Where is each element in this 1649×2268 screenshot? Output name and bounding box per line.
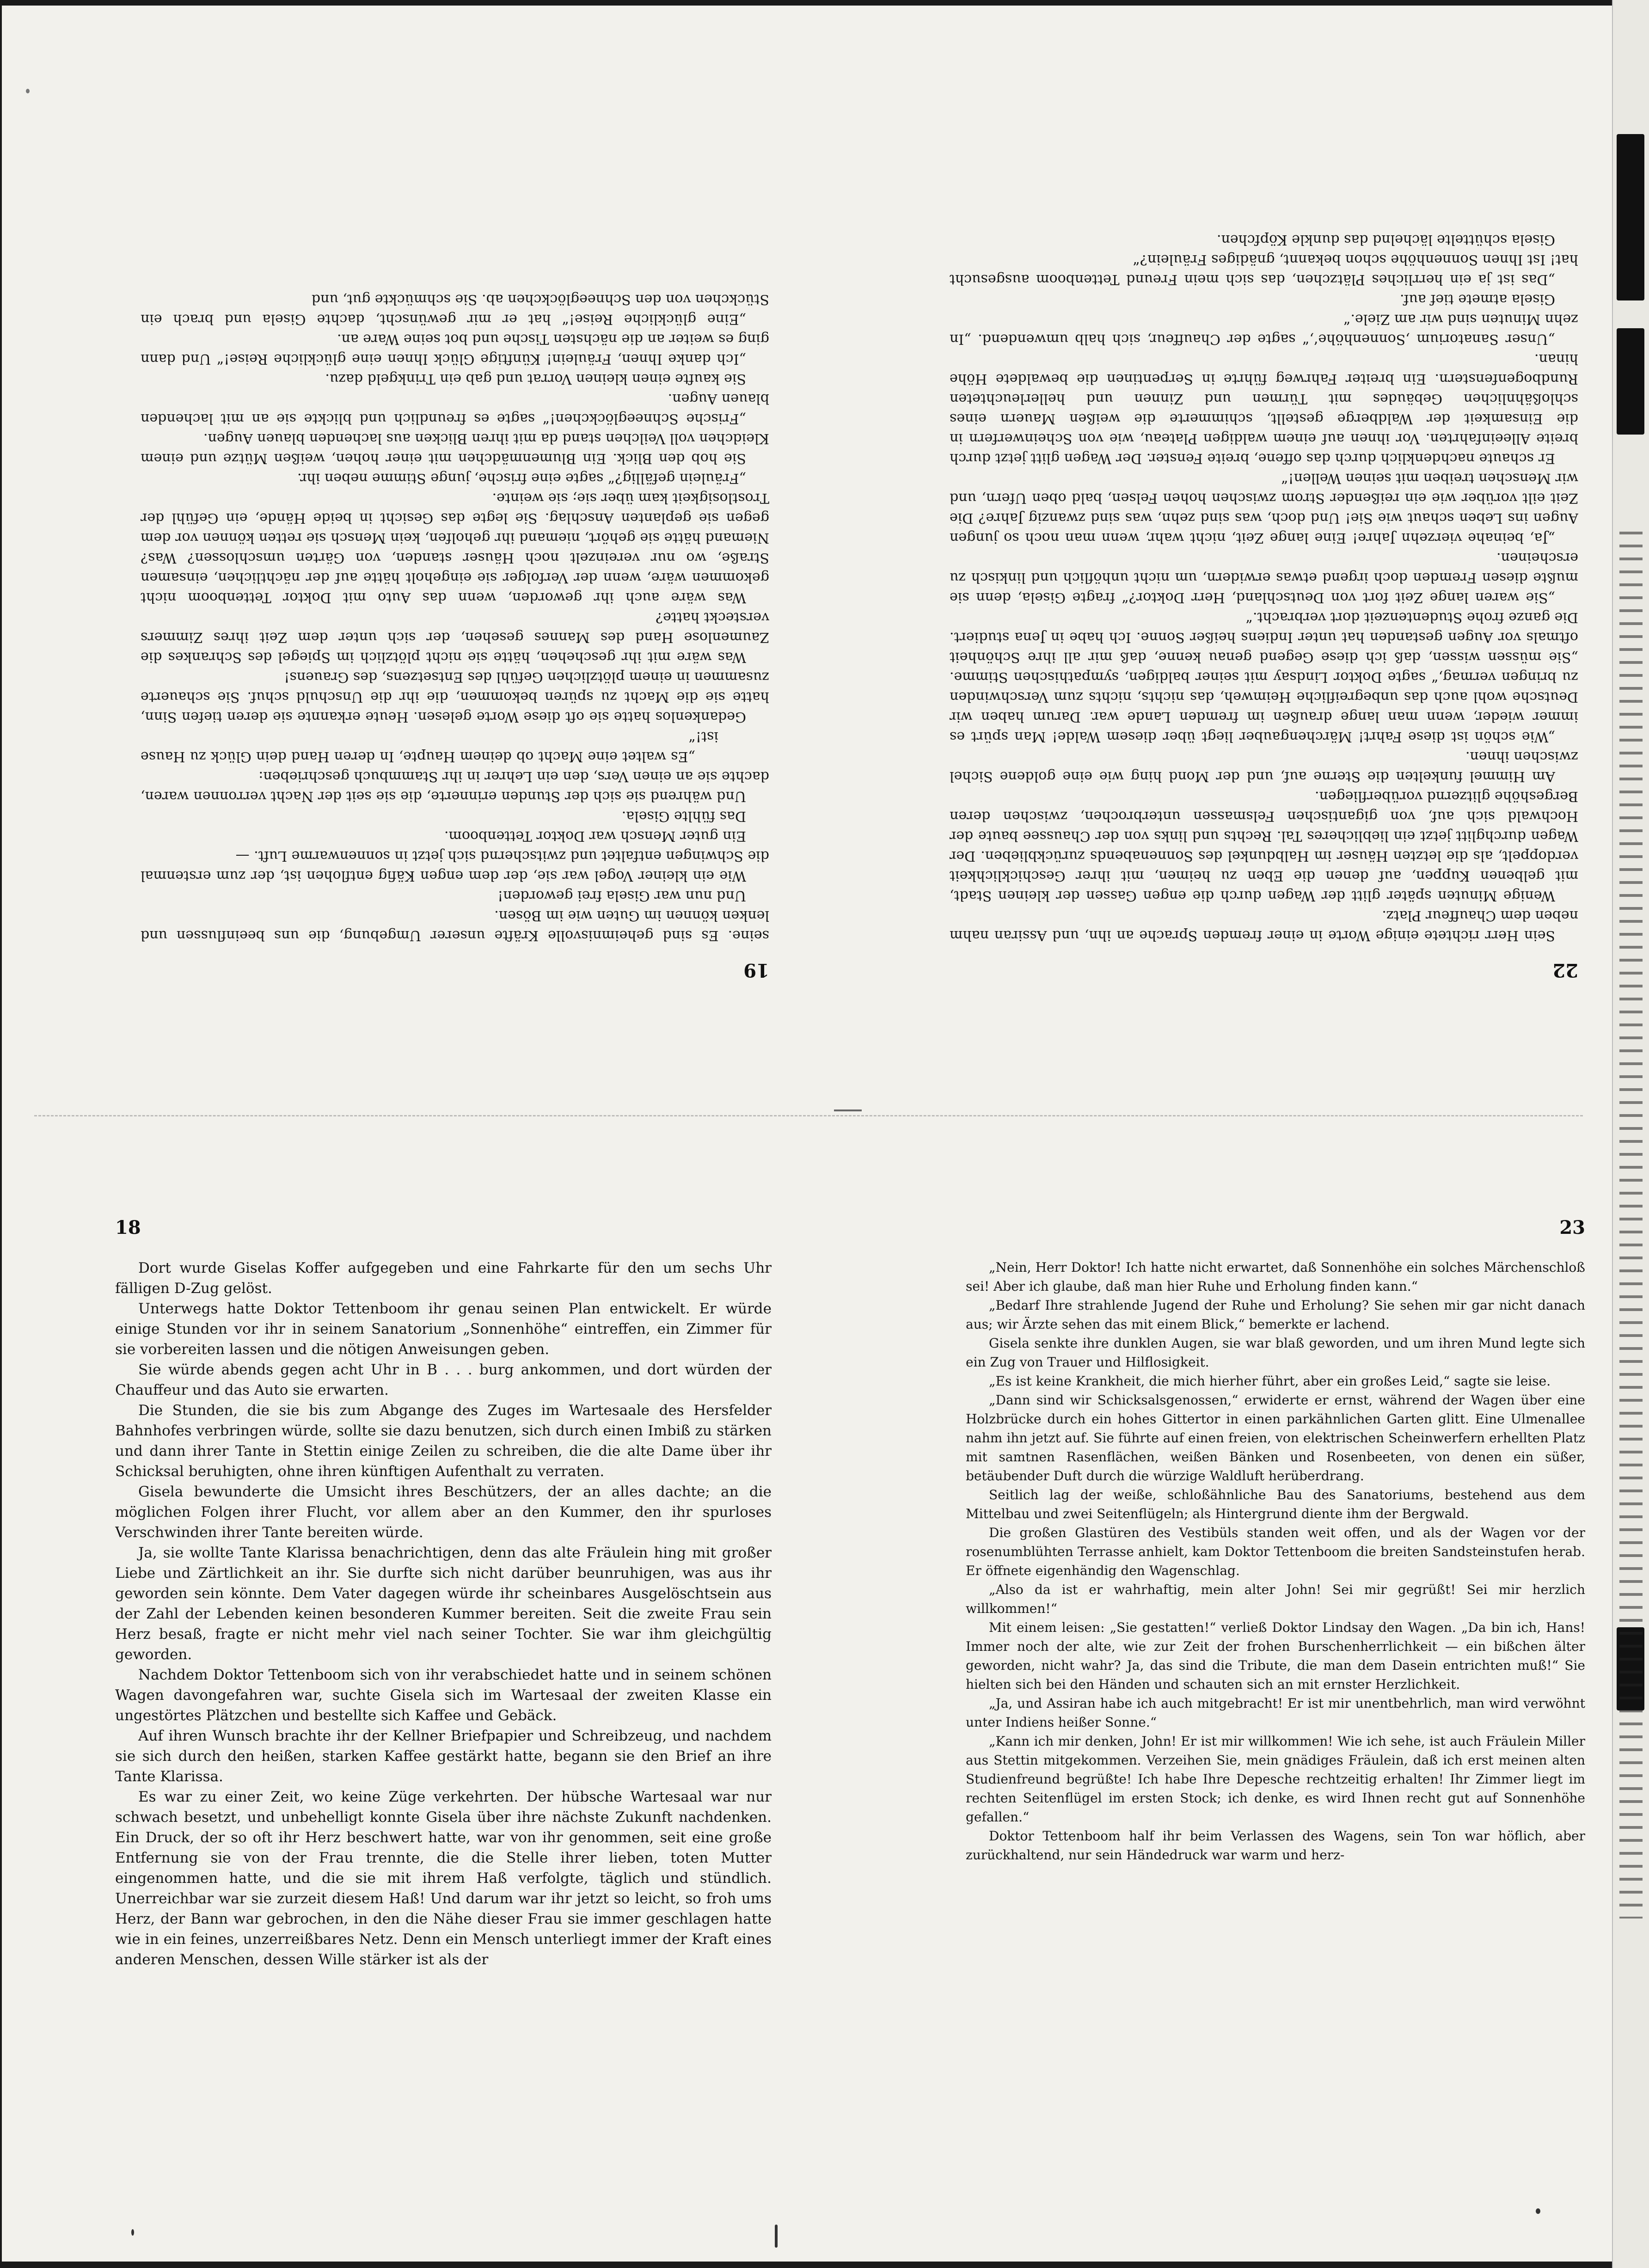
paragraph: Was wäre mit ihr geschehen, hätte sie nicht plötzlich im Spiegel des Schrankes die Zaumenlose Hand des Mannes gesehen, der sich unter dem Zeit ihres Zimmers versteckt hatte?: [141, 609, 769, 665]
page-number: 19: [743, 959, 769, 981]
verse: „Es waltet eine Macht ob deinem Haupte, In deren Hand dein Glück zu Hause ist!“: [141, 729, 718, 765]
paragraph: Gedankenlos hatte sie oft diese Worte gelesen. Heute erkannte sie deren tiefen Sinn, hatte sie die Macht zu spüren bekommen, die ihr die Unschuld schuf. Sie schauerte zusammen in einem plötzlichen Gefühl des Entsetzens, des Grauens!: [141, 669, 769, 725]
gutter-mark: [834, 1109, 862, 1111]
page-text: [115, 1258, 772, 1970]
paragraph: „Es ist keine Krankheit, die mich hierher führt, aber ein großes Leid,“ sagte sie leise.: [989, 1373, 1551, 1389]
paragraph: „Unser Sanatorium ‚Sonnenhöhe‘,“ sagte der Chauffeur, sich halb umwendend. „In zehn Minuten sind wir am Ziele.“: [950, 311, 1578, 347]
paragraph: Am Himmel funkelten die Sterne auf, und der Mond hing wie eine goldene Sichel zwischen ihnen.: [950, 748, 1578, 785]
paragraph: Was wäre auch ihr geworden, wenn das Auto mit Doktor Tettenboom nicht gekommen wäre, wenn der Verfolger sie eingeholt hätte auf der nächtlichen, einsamen Straße, wo nur vereinzelt noch Häuser standen, von Gärten umschlossen? Was? Niemand hätte sie gehört, niemand ihr geholfen, kein Mensch sie retten können vor dem gegen sie geplanten Anschlag. Sie legte das Gesicht in beide Hände, ein Gefühl der Trostlosigkeit kam über sie; sie weinte.: [141, 490, 769, 606]
paragraph: „Dann sind wir Schicksalsgenossen,“ erwiderte er ernst, während der Wagen über eine Holzbrücke durch ein hohes Gittertor in einen parkähnlichen Garten glitt. Eine Ulmenallee nahm ihn jetzt auf. Sie führte auf einen freien, von elektrischen Scheinwerfern erhellten Platz mit samtnen Rasenflächen, weißen Bänken und Rosenbeeten, von denen ein süßer, betäubender Duft durch die würzige Waldluft herüberdrang.: [966, 1392, 1585, 1483]
paragraph: Es war zu einer Zeit, wo keine Züge verkehrten. Der hübsche Wartesaal war nur schwach besetzt, und unbehelligt konnte Gisela über ihre nächste Zukunft nachdenken. Ein Druck, der so oft ihr Herz beschwert hatte, war von ihr genommen, seit eine große Entfernung sie von der Frau trennte, die die Stelle ihrer lieben, toten Mutter eingenommen hatte, und die sie mit ihrem Haß verfolgte, täglich und stündlich. Unerreichbar war sie zurzeit diesem Haß! Und darum war ihr jetzt so leicht, so froh ums Herz, der Bann war gebrochen, in den die Nähe dieser Frau sie immer geschlagen hatte wie in ein feines, unzerreißbares Netz. Denn ein Mensch unterliegt immer der Kraft eines anderen Menschen, dessen Wille stärker ist als der: [115, 1789, 772, 1968]
paragraph: Unterwegs hatte Doktor Tettenboom ihr genau seinen Plan entwickelt. Er würde einige Stunden vor ihr in seinem Sanatorium „Sonnenhöhe“ eintreffen, ein Zimmer für sie vorbereiten lassen und die nötigen Anweisungen geben.: [115, 1300, 772, 1358]
paragraph: Doktor Tettenboom half ihr beim Verlassen des Wagens, sein Ton war höflich, aber zurückhaltend, nur sein Händedruck war warm und herz-: [966, 1828, 1585, 1863]
page-number: 22: [1552, 959, 1578, 981]
paragraph: Dort wurde Giselas Koffer aufgegeben und eine Fahrkarte für den um sechs Uhr fälligen D-Zug gelöst.: [115, 1260, 772, 1297]
page-23: [966, 1217, 1585, 2123]
edge-block: [1617, 328, 1644, 435]
paragraph: „Ja, beinahe vierzehn Jahre! Eine lange Zeit, nicht wahr, wenn man noch so jungen Augen ins Leben schaut wie Sie! Und doch, was sind zehn, was sind zwanzig Jahre? Die Zeit eilt vorüber wie ein reißender Strom zwischen hohen Felsen, bald oben Ufern, und wir Menschen treiben mit seinen Wellen!“: [950, 470, 1578, 546]
page-22: [950, 140, 1578, 981]
page-19: [141, 140, 769, 981]
paragraph: Sein Herr richtete einige Worte in einer fremden Sprache an ihn, und Assiran nahm neben dem Chauffeur Platz.: [950, 907, 1578, 944]
paragraph: Sie kaufte einen kleinen Vorrat und gab ein Trinkgeld dazu.: [325, 371, 746, 387]
page-18: [115, 1217, 772, 2123]
paragraph: „Nein, Herr Doktor! Ich hatte nicht erwartet, daß Sonnenhöhe ein solches Märchenschloß sei! Aber ich glaube, daß man hier Ruhe und Erholung finden kann.“: [966, 1260, 1585, 1294]
paragraph: Seitlich lag der weiße, schloßähnliche Bau des Sanatoriums, bestehend aus dem Mittelbau und zwei Seitenflügeln; als Hintergrund diente ihm der Bergwald.: [966, 1487, 1585, 1521]
paragraph: „Sie waren lange Zeit fort von Deutschland, Herr Doktor?“ fragte Gisela, denn sie mußte diesen Fremden doch irgend etwas erwidern, um nicht unhöflich und linkisch zu erscheinen.: [950, 550, 1578, 606]
edge-text-lines: [1619, 532, 1643, 1919]
scan-speck: [775, 2225, 778, 2248]
paragraph: Die großen Glastüren des Vestibüls standen weit offen, und als der Wagen vor der rosenumblühten Terrasse anhielt, kam Doktor Tettenboom die breiten Sandsteinstufen herab. Er öffnete eigenhändig den Wagenschlag.: [966, 1525, 1585, 1578]
scan-speck: [1536, 2208, 1540, 2214]
scan-speck: [26, 89, 30, 93]
page-text: [966, 1258, 1585, 1864]
paragraph: „Eine glückliche Reise!“ hat er mir gewünscht, dachte Gisela und brach ein Stückchen von den Schneeglöckchen ab. Sie schmückte gut, und: [141, 291, 769, 327]
paragraph: „Fräulein gefällig?“ sagte eine frische, junge Stimme neben ihr.: [297, 470, 746, 486]
paragraph: Er schaute nachdenklich durch das offene, breite Fenster. Der Wagen glitt jetzt durch breite Alleeinfahrten. Vor ihnen auf einem waldigen Plateau, wie von Scheinwerfern in die Einsamkeit der Waldberge gestellt, schimmerte die weißen Mauern eines schloßähnlichen Gebäudes mit Türmen und Zinnen und hellerleuchteten Rundbogenfenstern. Ein breiter Fahrweg führte in Serpentinen die bewaldete Höhe hinan.: [950, 351, 1578, 466]
paragraph: Nachdem Doktor Tettenboom sich von ihr verabschiedet hatte und in seinem schönen Wagen davongefahren war, suchte Gisela sich im Wartesaal der zweiten Klasse ein ungestörtes Plätzchen und bestellte sich Kaffee und Gebäck.: [115, 1667, 772, 1724]
paragraph: Auf ihren Wunsch brachte ihr der Kellner Briefpapier und Schreibzeug, und nachdem sie sich durch den heißen, starken Kaffee gestärkt hatte, begann sie den Brief an ihre Tante Klarissa.: [115, 1728, 772, 1785]
paragraph: Gisela schüttelte lächelnd das dunkle Köpfchen.: [1216, 232, 1555, 248]
scanned-sheet: [2, 6, 1612, 2262]
paragraph: Wenige Minuten später glitt der Wagen durch die engen Gassen der kleinen Stadt, mit gelbenen Kuppen, auf denen die Eben zu heimen, mit ihrer Geschicklichkeit verdoppelt, als die letzten Häuser im Halbdunkel des Sonnenabends zurückblieben. Der Wagen durchglitt jetzt ein lieblicheres Tal. Rechts und links von der Chaussee baute der Hochwald sich auf, von gigantischen Felsmassen unterbrochen, zwischen deren Bergeshöhe glitzernd vorüberfliegen.: [950, 788, 1578, 904]
scan-speck: [131, 2229, 134, 2236]
paragraph: Ja, sie wollte Tante Klarissa benachrichtigen, denn das alte Fräulein hing mit großer Liebe und Zärtlichkeit an ihr. Sie durfte sich nicht darüber beunruhigen, was aus ihr geworden sein könnte. Dem Vater dagegen würde ihr scheinbares Ausgelöschtsein aus der Zahl der Lebenden keinen besonderen Kummer bereiten. Seit die zweite Frau sein Herz besaß, fragte er nicht mehr viel nach seiner Tochter. Sie war ihm gleichgültig geworden.: [115, 1545, 772, 1663]
page-text: [141, 289, 769, 945]
paragraph: „Wie schön ist diese Fahrt! Märchengauber liegt über diesem Walde! Man spürt es immer wieder, wenn man lange draußen im fremden Lande war. Darum haben wir Deutsche wohl auch das unbegreifliche Heimweh, das nichts, nichts zum Verschwinden zu bringen vermag,“ sagte Doktor Lindsay mit seiner baldigen, sympathischen Stimme. „Sie müssen wissen, daß ich diese Gegend genau kenne, daß mir all ihre Schönheit oftmals vor Augen gestanden hat unter Indiens heißer Sonne. Ich habe in Jena studiert. Die ganze frohe Studentenzeit dort verbracht.“: [950, 609, 1578, 745]
page-number: 18: [115, 1217, 141, 1238]
paragraph: Wie ein kleiner Vogel war sie, der dem engen Käfig entflohen ist, der zum erstenmal die Schwingen entfaltet und zwitschernd sich jetzt in sonnenwarme Luft. —: [141, 848, 769, 884]
page-number: 23: [1559, 1217, 1585, 1238]
fold-line: [34, 1115, 1583, 1119]
paragraph: Sie hob den Blick. Ein Blumenmädchen mit einer hohen, weißen Mütze und einem Kleidchen voll Veilchen stand da mit ihren Blicken aus lachenden blauen Augen.: [141, 430, 769, 466]
paragraph: „Das ist ja ein herrliches Plätzchen, das sich mein Freund Tettenboom ausgesucht hat! Ist Ihnen Sonnenhöhe schon bekannt, gnädiges Fräulein?“: [950, 251, 1578, 288]
paragraph: Und nun war Gisela frei geworden!: [497, 888, 746, 904]
paragraph: „Ich danke Ihnen, Fräulein! Künftige Glück Ihnen eine glückliche Reise!“ Und dann ging es weiter an die nächsten Tische und bot seine Ware an.: [141, 331, 769, 367]
paragraph: „Bedarf Ihre strahlende Jugend der Ruhe und Erholung? Sie sehen mir gar nicht danach aus; wir Ärzte sehen das mit einem Blick,“ bemerkte er lachend.: [966, 1298, 1585, 1332]
page-text: [950, 230, 1578, 945]
adjacent-page-edge: [1612, 0, 1649, 2268]
paragraph: Gisela senkte ihre dunklen Augen, sie war blaß geworden, und um ihren Mund legte sich ein Zug von Trauer und Hilflosigkeit.: [966, 1336, 1585, 1370]
paragraph: Gisela bewunderte die Umsicht ihres Beschützers, der an alles dachte; an die möglichen Folgen ihrer Flucht, vor allem aber an den Kummer, den ihr spurloses Verschwinden ihrer Tante bereiten würde.: [115, 1483, 772, 1541]
paragraph: „Also da ist er wahrhaftig, mein alter John! Sei mir gegrüßt! Sei mir herzlich willkommen!“: [966, 1582, 1585, 1616]
paragraph: „Kann ich mir denken, John! Er ist mir willkommen! Wie ich sehe, ist auch Fräulein Miller aus Stettin mitgekommen. Verzeihen Sie, mein gnädiges Fräulein, daß ich erst meinen alten Studienfreund begrüßte! Ich habe Ihre Depesche rechtzeitig erhalten! Ihr Zimmer liegt im rechten Seitenflügel im ersten Stock; ich denke, es wird Ihnen recht gut auf Sonnenhöhe gefallen.“: [966, 1734, 1585, 1825]
paragraph: Mit einem leisen: „Sie gestatten!“ verließ Doktor Lindsay den Wagen. „Da bin ich, Hans! Immer noch der alte, wie zur Zeit der frohen Burschenherrlichkeit — ein bißchen älter geworden, nicht wahr? Ja, das sind die Tribute, die man dem Dasein entrichten muß!“ Sie hielten sich bei den Händen und schauten sich an mit ernster Herzlichkeit.: [966, 1620, 1585, 1692]
paragraph: Das fühlte Gisela.: [621, 808, 746, 824]
edge-block: [1617, 134, 1644, 300]
paragraph: Sie würde abends gegen acht Uhr in B . . . burg ankommen, und dort würden der Chauffeur und das Auto sie erwarten.: [115, 1361, 772, 1398]
paragraph: Die Stunden, die sie bis zum Abgange des Zuges im Wartesaale des Hersfelder Bahnhofes verbringen würde, sollte sie dazu benutzen, sich durch einen Imbiß zu stärken und dann ihrer Tante in Stettin einige Zeilen zu schreiben, die die alte Dame über ihr Schicksal beruhigten, ohne ihren künftigen Aufenthalt zu verraten.: [115, 1402, 772, 1480]
paragraph: Gisela atmete tief auf.: [1399, 291, 1555, 307]
paragraph: „Ja, und Assiran habe ich auch mitgebracht! Er ist mir unentbehrlich, man wird verwöhnt unter Indiens heißer Sonne.“: [966, 1696, 1585, 1730]
paragraph: seine. Es sind geheimnisvolle Kräfte unserer Umgebung, die uns beeinflussen und lenken können im Guten wie im Bösen.: [141, 907, 769, 944]
paragraph: Ein guter Mensch war Doktor Tettenboom.: [444, 828, 746, 844]
paragraph: Und während sie sich der Stunden erinnerte, die sie seit der Nacht verronnen waren, dachte sie an einen Vers, den ein Lehrer in ihr Stammbuch geschrieben:: [141, 768, 769, 804]
paragraph: „Frische Schneeglöckchen!“ sagte es freundlich und blickte sie an mit lachenden blauen Augen.: [141, 391, 769, 427]
